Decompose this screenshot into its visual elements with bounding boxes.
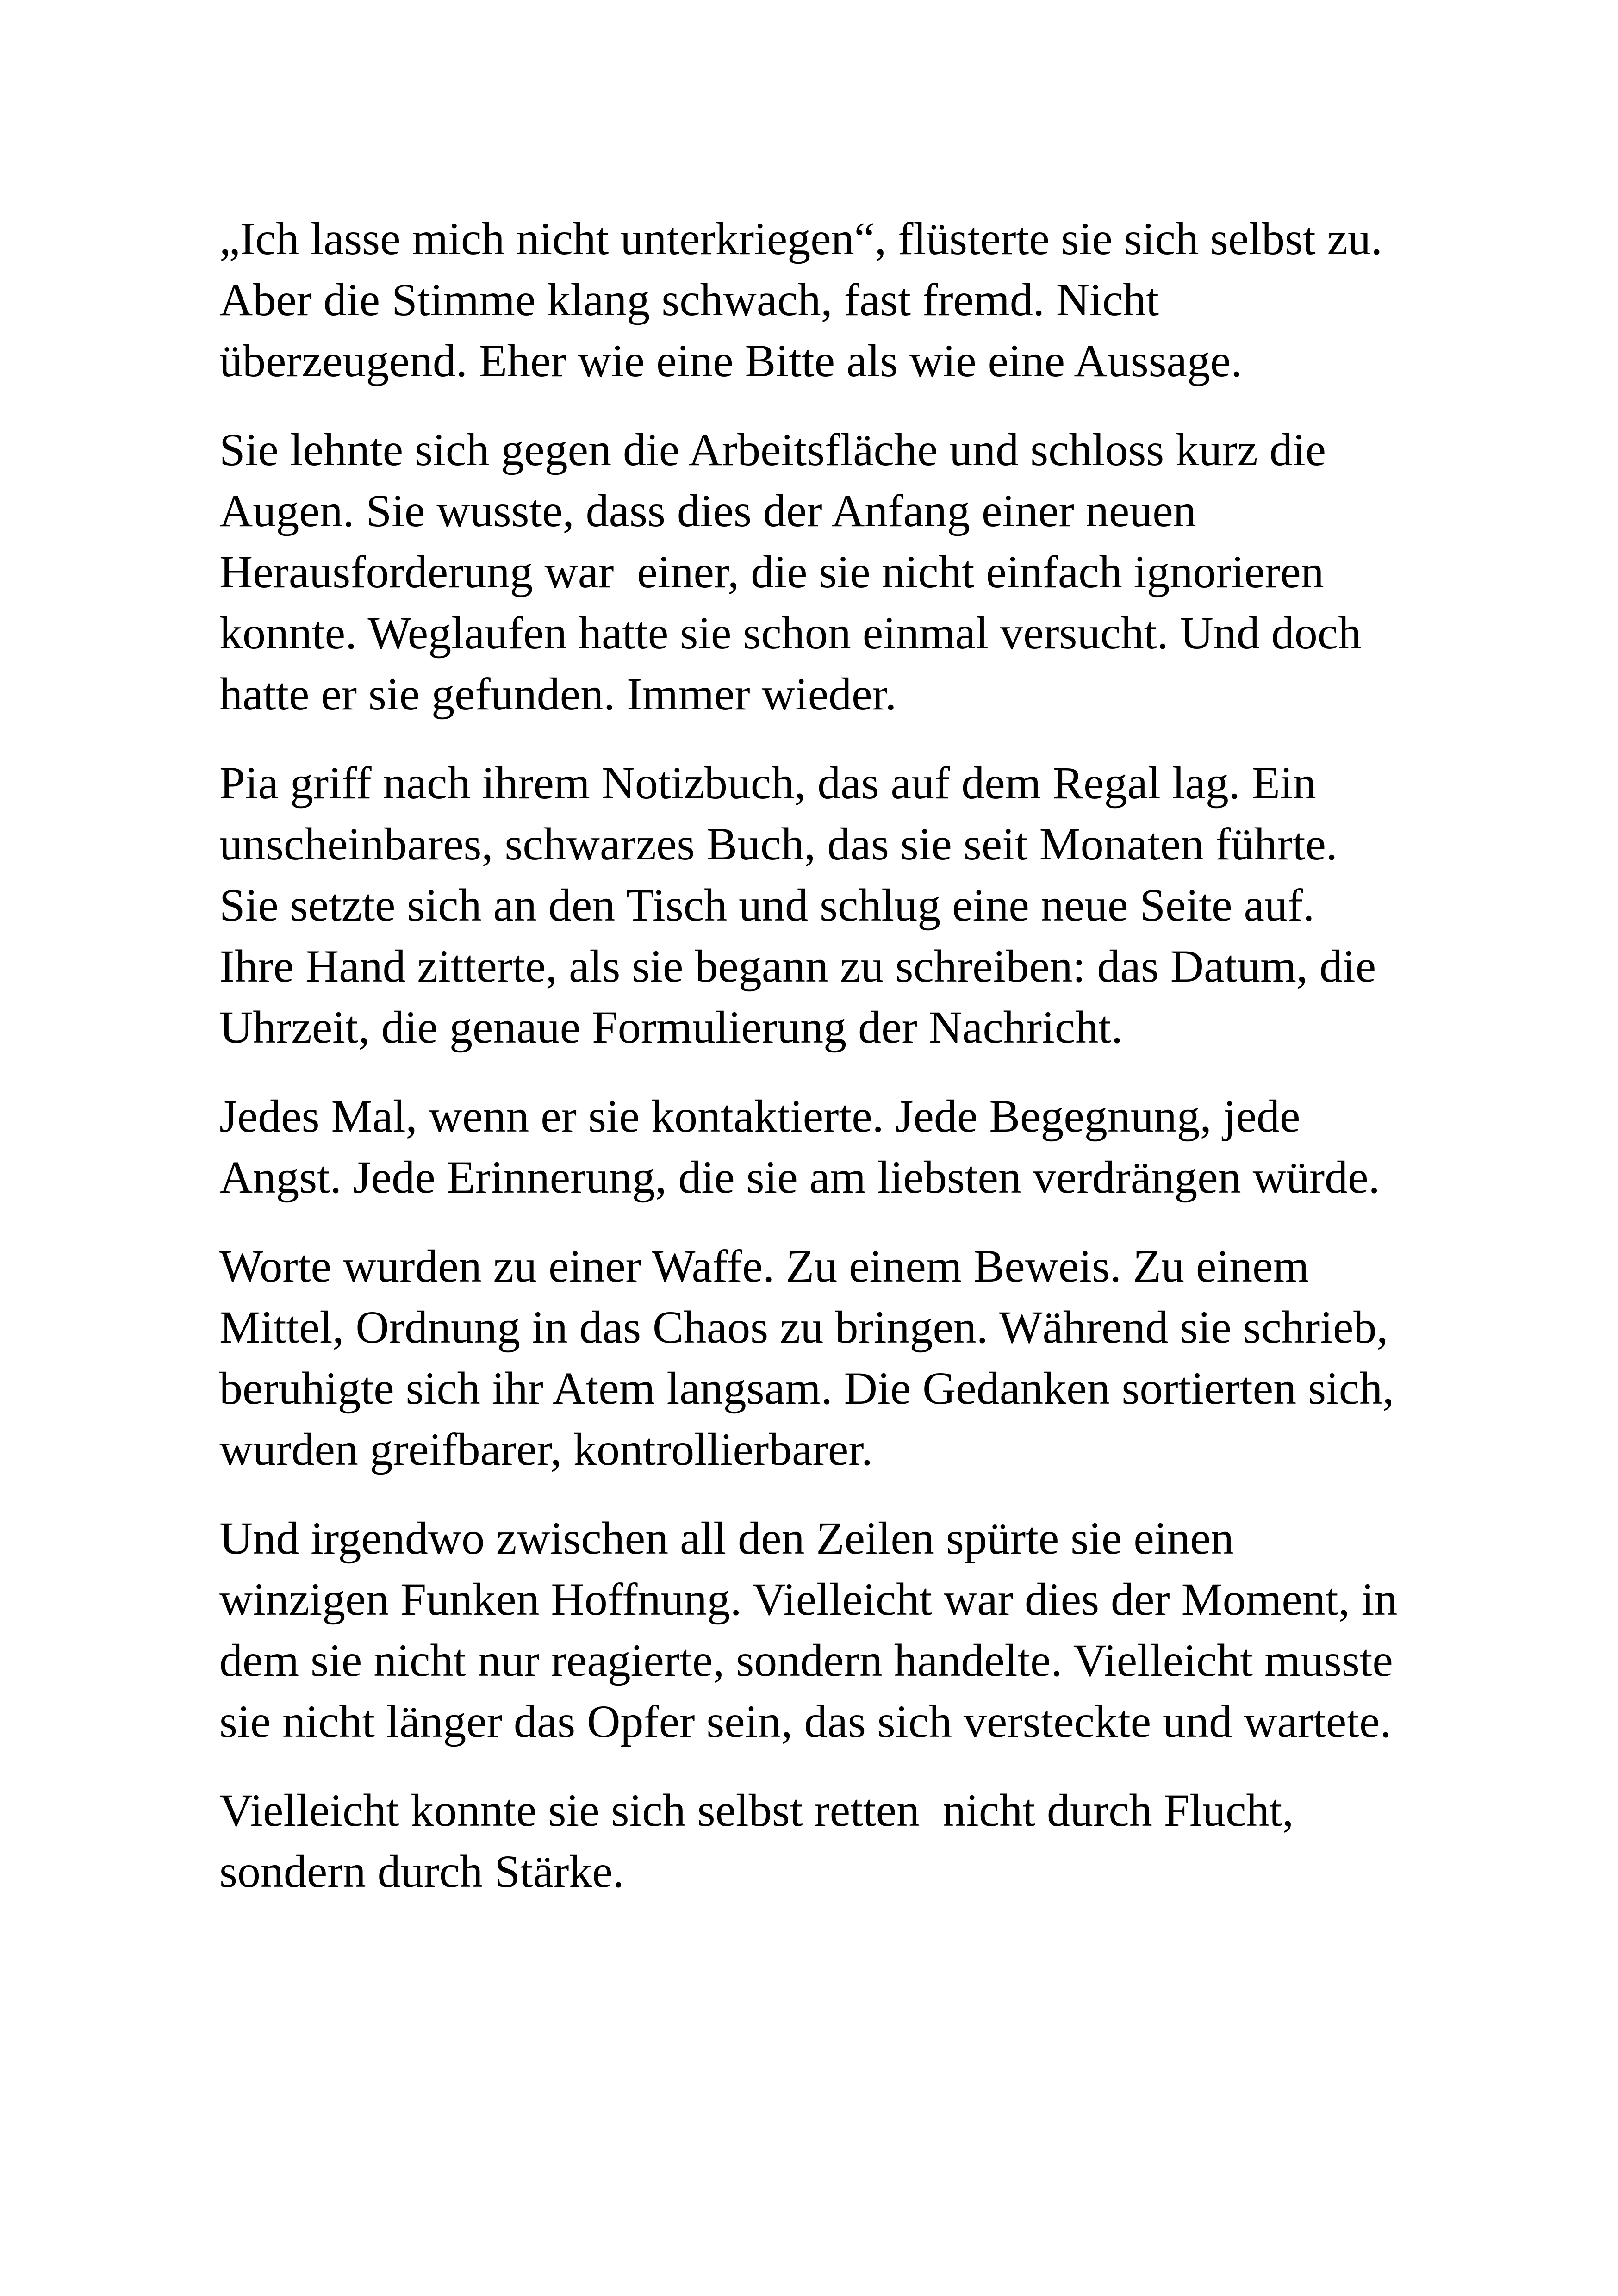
text-line: konnte. Weglaufen hatte sie schon einmal versucht. Und doch: [219, 607, 1362, 659]
text-line: unscheinbares, schwarzes Buch, das sie seit Monaten führte.: [219, 818, 1338, 870]
paragraph-1: [219, 208, 1469, 392]
paragraph-5: [219, 1236, 1469, 1480]
text-line: winzigen Funken Hoffnung. Vielleicht war dies der Moment, in: [219, 1574, 1398, 1625]
text-line: Vielleicht konnte sie sich selbst retten nicht durch Flucht,: [219, 1785, 1294, 1836]
paragraph-7: [219, 1780, 1469, 1902]
text-line: Pia griff nach ihrem Notizbuch, das auf dem Regal lag. Ein: [219, 757, 1316, 809]
text-line: „Ich lasse mich nicht unterkriegen“, flüsterte sie sich selbst zu.: [219, 213, 1383, 264]
text-line: dem sie nicht nur reagierte, sondern handelte. Vielleicht musste: [219, 1635, 1393, 1686]
text-line: Sie setzte sich an den Tisch und schlug eine neue Seite auf.: [219, 879, 1315, 931]
paragraph-2: [219, 419, 1469, 725]
text-line: Uhrzeit, die genaue Formulierung der Nachricht.: [219, 1002, 1123, 1053]
text-line: Und irgendwo zwischen all den Zeilen spürte sie einen: [219, 1512, 1234, 1564]
paragraph-3: [219, 753, 1469, 1058]
text-line: überzeugend. Eher wie eine Bitte als wie eine Aussage.: [219, 335, 1243, 386]
text-line: Aber die Stimme klang schwach, fast fremd. Nicht: [219, 274, 1159, 325]
text-line: beruhigte sich ihr Atem langsam. Die Gedanken sortierten sich,: [219, 1363, 1394, 1414]
paragraph-4: [219, 1086, 1469, 1208]
text-line: Herausforderung war einer, die sie nicht einfach ignorieren: [219, 546, 1324, 597]
text-line: Mittel, Ordnung in das Chaos zu bringen. Während sie schrieb,: [219, 1301, 1388, 1353]
paragraph-6: [219, 1508, 1469, 1752]
text-line: wurden greifbarer, kontrollierbarer.: [219, 1424, 873, 1475]
text-line: Augen. Sie wusste, dass dies der Anfang einer neuen: [219, 485, 1196, 536]
text-line: Sie lehnte sich gegen die Arbeitsfläche und schloss kurz die: [219, 424, 1326, 475]
text-line: Jedes Mal, wenn er sie kontaktierte. Jede Begegnung, jede: [219, 1090, 1301, 1142]
text-line: sondern durch Stärke.: [219, 1846, 624, 1897]
text-line: Angst. Jede Erinnerung, die sie am liebsten verdrängen würde.: [219, 1151, 1380, 1203]
text-line: Worte wurden zu einer Waffe. Zu einem Beweis. Zu einem: [219, 1240, 1309, 1292]
text-line: hatte er sie gefunden. Immer wieder.: [219, 668, 897, 720]
text-line: sie nicht länger das Opfer sein, das sich versteckte und wartete.: [219, 1696, 1392, 1747]
body-text: [219, 208, 1469, 1930]
text-line: Ihre Hand zitterte, als sie begann zu schreiben: das Datum, die: [219, 940, 1376, 992]
